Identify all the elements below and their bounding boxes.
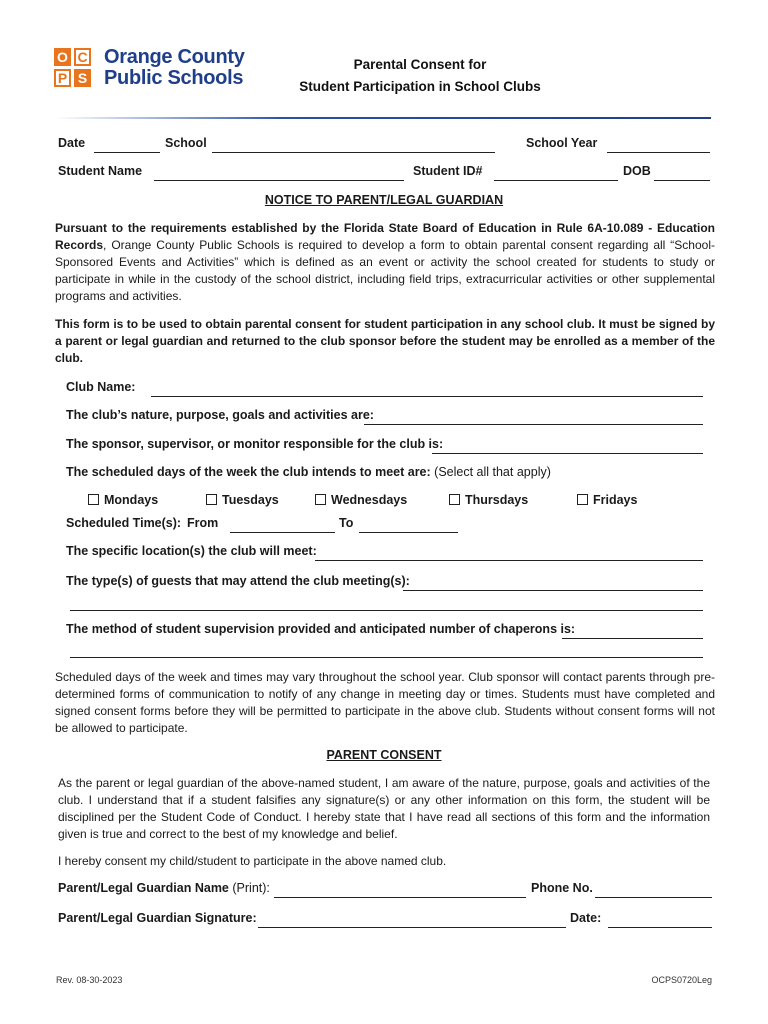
supervision-field[interactable] <box>562 638 703 639</box>
schedule-note: Scheduled days of the week and times may vary throughout the school year. Club sponsor will contact parents through pre-determined forms of communication to notify of any change in meeting day or times. Students must have completed and signed consent forms before they will be permitted to participate in the above club. Students without consent forms will not be allowed to participate. <box>55 670 715 735</box>
logo-letter-c: C <box>74 48 91 66</box>
form-code: OCPS0720Leg <box>651 975 712 985</box>
day-label-thursdays: Thursdays <box>465 493 529 507</box>
meeting-days-label <box>66 465 551 479</box>
time-from-label: From <box>187 516 219 530</box>
checkbox-square-icon <box>206 494 217 505</box>
notice-paragraph-1-bold: Pursuant to the requirements established by the Florida State Board of Education in Rule 6A-10.089 - Education Records <box>55 221 715 252</box>
school-label: School <box>165 136 207 150</box>
document-title <box>250 54 590 98</box>
guests-field-line2[interactable] <box>70 610 703 611</box>
club-nature-label: The club’s nature, purpose, goals and activities are: <box>66 408 374 422</box>
logo-letter-p: P <box>54 69 71 87</box>
guests-label: The type(s) of guests that may attend the club meeting(s): <box>66 574 410 588</box>
club-nature-field[interactable] <box>364 424 703 425</box>
checkbox-square-icon <box>315 494 326 505</box>
ocps-logo <box>54 48 254 94</box>
supervision-field-line2[interactable] <box>70 657 703 658</box>
location-field[interactable] <box>315 560 703 561</box>
location-label: The specific location(s) the club will meet: <box>66 544 317 558</box>
club-sponsor-field[interactable] <box>432 453 703 454</box>
checkbox-fridays[interactable] <box>577 493 637 507</box>
student-name-field[interactable] <box>154 180 404 181</box>
dob-label: DOB <box>623 164 651 178</box>
student-name-label: Student Name <box>58 164 143 178</box>
notice-paragraph-1-text: , Orange County Public Schools is required to develop a form to obtain parental consent regarding all “School-Sponsored Events and Activities” which is defined as an event or activity the school created for students to study or participate in while in the custody of the school district, including field trips, extracurricular activities or other supplemental programs and activities. <box>55 238 715 303</box>
guardian-name-hint: (Print): <box>232 881 270 895</box>
checkbox-square-icon <box>88 494 99 505</box>
supervision-label: The method of student supervision provided and anticipated number of chaperons is: <box>66 622 576 636</box>
time-to-field[interactable] <box>359 532 458 533</box>
school-year-field[interactable] <box>607 152 710 153</box>
checkbox-square-icon <box>577 494 588 505</box>
guardian-name-label <box>58 881 270 895</box>
consent-paragraph: As the parent or legal guardian of the above-named student, I am aware of the nature, purpose, goals and activities of the club. I understand that if a student falsifies any signature(s) or any other information on this form, the student will be disciplined per the Student Code of Conduct. I hereby state that I have read all sections of this form and the information given is true and correct to the best of my knowledge and belief. <box>58 776 710 841</box>
meeting-days-hint: (Select all that apply) <box>434 465 551 479</box>
consent-heading: PARENT CONSENT <box>326 748 442 762</box>
org-name <box>104 47 245 89</box>
date-label: Date <box>58 136 86 150</box>
signature-date-label: Date: <box>570 911 602 925</box>
notice-heading: NOTICE TO PARENT/LEGAL GUARDIAN <box>264 193 504 207</box>
school-field[interactable] <box>212 152 495 153</box>
checkbox-thursdays[interactable] <box>449 493 528 507</box>
logo-letter-o: O <box>54 48 71 66</box>
meeting-days-label-text: The scheduled days of the week the club intends to meet are: <box>66 465 431 479</box>
day-label-wednesdays: Wednesdays <box>331 493 408 507</box>
checkbox-tuesdays[interactable] <box>206 493 279 507</box>
title-line2: Student Participation in School Clubs <box>299 79 541 94</box>
scheduled-time-label: Scheduled Time(s): <box>66 516 182 530</box>
guardian-signature-label: Parent/Legal Guardian Signature: <box>58 911 257 925</box>
header-divider <box>55 117 711 119</box>
checkbox-wednesdays[interactable] <box>315 493 407 507</box>
checkbox-square-icon <box>449 494 460 505</box>
date-field[interactable] <box>94 152 160 153</box>
dob-field[interactable] <box>654 180 710 181</box>
phone-field[interactable] <box>595 897 712 898</box>
guardian-name-label-text: Parent/Legal Guardian Name <box>58 881 229 895</box>
club-sponsor-label: The sponsor, supervisor, or monitor responsible for the club is: <box>66 437 444 451</box>
student-id-field[interactable] <box>494 180 618 181</box>
phone-label: Phone No. <box>531 881 593 895</box>
club-name-label: Club Name: <box>66 380 136 394</box>
day-label-tuesdays: Tuesdays <box>222 493 279 507</box>
org-name-line1: Orange County <box>104 46 245 68</box>
consent-agreement: I hereby consent my child/student to participate in the above named club. <box>58 854 447 868</box>
student-id-label: Student ID# <box>413 164 483 178</box>
guardian-signature-field[interactable] <box>258 927 566 928</box>
title-line1: Parental Consent for <box>353 57 487 72</box>
signature-date-field[interactable] <box>608 927 712 928</box>
checkbox-mondays[interactable] <box>88 493 158 507</box>
time-to-label: To <box>339 516 354 530</box>
notice-paragraph-1 <box>55 220 715 305</box>
day-label-fridays: Fridays <box>593 493 638 507</box>
logo-letter-s: S <box>74 69 91 87</box>
guardian-name-field[interactable] <box>274 897 526 898</box>
revision-date: Rev. 08-30-2023 <box>56 975 123 985</box>
org-name-line2: Public Schools <box>104 67 244 89</box>
notice-paragraph-2: This form is to be used to obtain parental consent for student participation in any school club. It must be signed by a parent or legal guardian and returned to the club sponsor before the student may be enrolled as a member of the club. <box>55 317 715 365</box>
day-label-mondays: Mondays <box>104 493 159 507</box>
school-year-label: School Year <box>526 136 598 150</box>
time-from-field[interactable] <box>230 532 335 533</box>
guests-field[interactable] <box>403 590 703 591</box>
club-name-field[interactable] <box>151 396 703 397</box>
ocps-logo-mark <box>54 48 94 90</box>
